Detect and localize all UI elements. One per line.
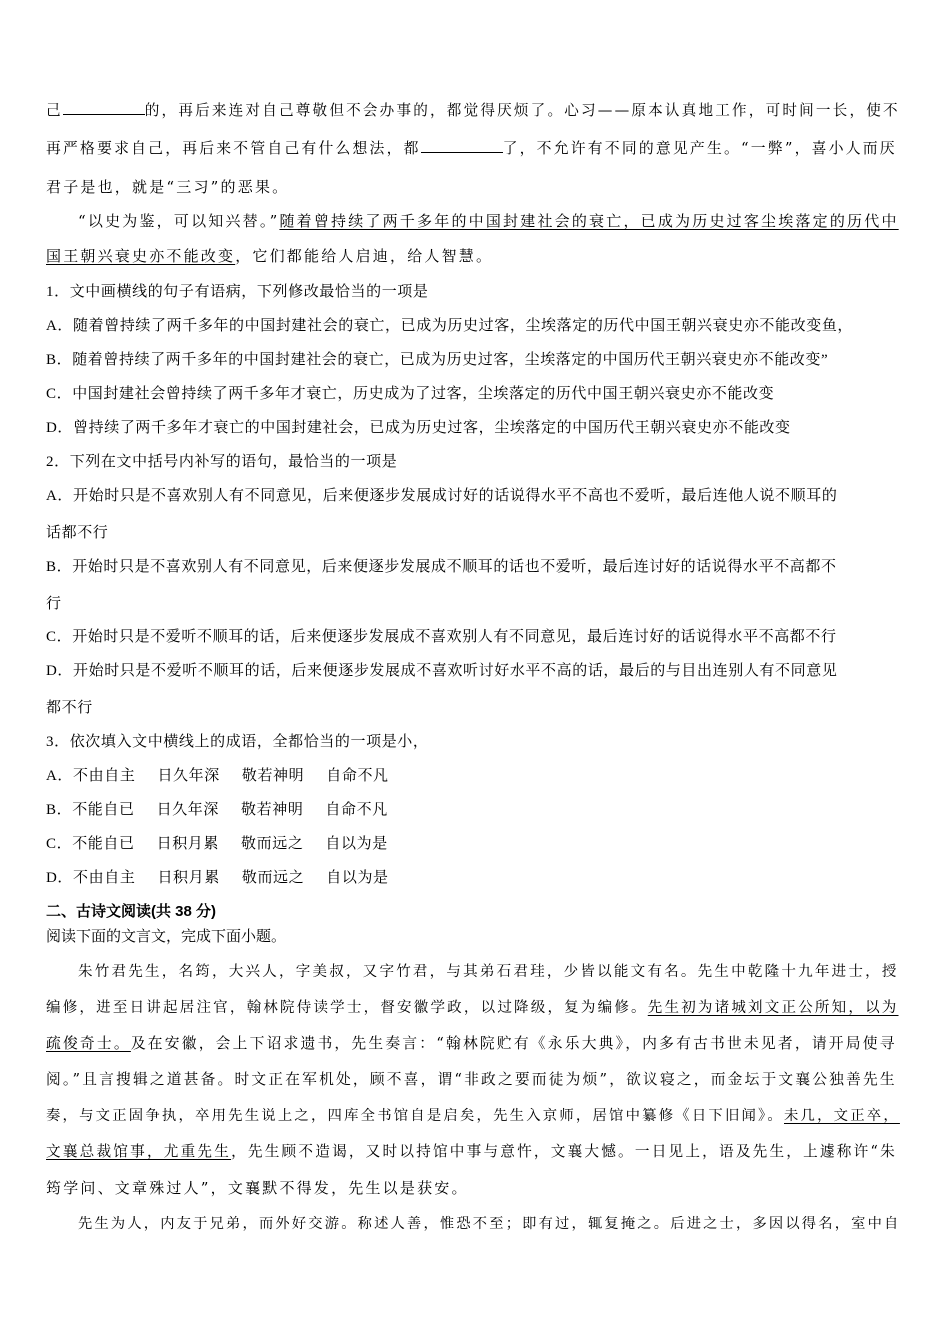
section-heading: 二、古诗文阅读(共 38 分) [46, 903, 217, 920]
passage-line-5: 国王朝兴衰史亦不能改变，它们都能给人启迪，给人智慧。 [46, 247, 494, 265]
underlined-sentence: 文襄总裁馆事，尤重先生 [46, 1143, 232, 1160]
question-3-option-d: D．不由自主 日积月累 敬而远之 自以为是 [46, 870, 389, 886]
classical-line-4: 阅。”且言搜辑之道甚备。时文正在军机处，顾不喜，谓“非政之要而徒为烦”，欲议寝之，而金坛于文襄公独善先生 [46, 1071, 897, 1088]
classical-line-6: 文襄总裁馆事，尤重先生，先生顾不造谒，又时以持馆中事与意忤，文襄大憾。一日见上，语及先生，上遽称许“朱 [46, 1143, 897, 1160]
question-2-option-b-cont: 行 [46, 596, 62, 612]
question-2-option-c: C．开始时只是不爱听不顺耳的话，后来便逐步发展成不喜欢别人有不同意见，最后连讨好的话说得水平不高都不行 [46, 629, 837, 645]
question-2-option-d-cont: 都不行 [46, 700, 93, 716]
question-2-option-a: A．开始时只是不喜欢别人有不同意见，后来便逐步发展成讨好的话说得水平不高也不爱听，最后连他人说不顺耳的 [46, 488, 838, 504]
passage-line-4: “以史为鉴，可以知兴替。”随着曾持续了两千多年的中国封建社会的衰亡，已成为历史过客尘埃落定的历代中 [78, 212, 899, 230]
question-3-option-a: A．不由自主 日久年深 敬若神明 自命不凡 [46, 768, 389, 784]
underlined-sentence: 随着曾持续了两千多年的中国封建社会的衰亡，已成为历史过客尘埃落定的历代中 [279, 212, 899, 230]
question-2-option-d: D．开始时只是不爱听不顺耳的话，后来便逐步发展成不喜欢听讨好水平不高的话，最后的与目出连别人有不同意见 [46, 663, 838, 679]
underlined-sentence: 疏俊奇士。 [46, 1035, 131, 1052]
section-instruction: 阅读下面的文言文，完成下面小题。 [46, 929, 287, 945]
classical-line-2: 编修，进至日讲起居注官，翰林院侍读学士，督安徽学政，以过降级，复为编修。先生初为诸城刘文正公所知，以为 [46, 1000, 899, 1016]
fill-blank [63, 100, 145, 115]
passage-line-2: 再严格要求自己，再后来不管自己有什么想法，都 了，不允许有不同的意见产生。“一弊”，喜小人而厌 [46, 140, 897, 157]
question-1-option-b: B．随着曾持续了两千多年的中国封建社会的衰亡，已成为历史过客，尘埃落定的中国历代王朝兴衰史亦不能改变” [46, 352, 829, 368]
question-3-option-c: C．不能自已 日积月累 敬而远之 自以为是 [46, 836, 388, 852]
underlined-sentence: 未几，文正卒， [784, 1108, 900, 1124]
classical-line-3: 疏俊奇士。及在安徽，会上下诏求遗书，先生奏言：“翰林院贮有《永乐大典》，内多有古书世未见者，请开局使寻 [46, 1035, 897, 1052]
question-3-option-b: B．不能自已 日久年深 敬若神明 自命不凡 [46, 802, 388, 818]
fill-blank [421, 138, 503, 153]
classical-line-7: 筠学问、文章殊过人”，文襄默不得发，先生以是获安。 [46, 1179, 469, 1197]
classical-line-5: 奏，与文正固争执，卒用先生说上之，四库全书馆自是启矣，先生入京师，居馆中纂修《日下旧闻》。未几，文正卒， [46, 1108, 900, 1124]
question-2-option-a-cont: 话都不行 [46, 525, 109, 541]
underlined-sentence: 国王朝兴衰史亦不能改变 [46, 247, 236, 265]
question-1-stem: 1．文中画横线的句子有语病，下列修改最恰当的一项是 [46, 284, 429, 300]
question-1-option-a: A．随着曾持续了两千多年的中国封建社会的衰亡，已成为历史过客，尘埃落定的历代中国王朝兴衰史亦不能改变鱼， [46, 318, 854, 334]
classical-line-1: 朱竹君先生，名筠，大兴人，字美叔，又字竹君，与其弟石君珪，少皆以能文有名。先生中乾隆十九年进士，授 [78, 963, 899, 980]
classical-line-8: 先生为人，内友于兄弟，而外好交游。称述人善，惟恐不至；即有过，辄复掩之。后进之士，多因以得名，室中自 [78, 1216, 901, 1232]
question-2-option-b: B．开始时只是不喜欢别人有不同意见，后来便逐步发展成不顺耳的话也不爱听，最后连讨好的话说得水平不高都不 [46, 559, 837, 575]
question-3-stem: 3．依次填入文中横线上的成语，全都恰当的一项是小， [46, 734, 429, 750]
underlined-sentence: 先生初为诸城刘文正公所知，以为 [647, 1000, 899, 1016]
question-1-option-d: D．曾持续了两千多年才衰亡的中国封建社会，已成为历史过客，尘埃落定的中国历代王朝兴衰史亦不能改变 [46, 420, 791, 436]
question-1-option-c: C．中国封建社会曾持续了两千多年才衰亡，历史成为了过客，尘埃落定的历代中国王朝兴衰史亦不能改变 [46, 386, 775, 402]
passage-line-3: 君子是也，就是“三习”的恶果。 [46, 178, 290, 196]
passage-line-1: 己 的，再后来连对自己尊敬但不会办事的，都觉得厌烦了。心习——原本认真地工作，可时间一长，使不 [46, 102, 900, 119]
question-2-stem: 2．下列在文中括号内补写的语句，最恰当的一项是 [46, 454, 398, 470]
